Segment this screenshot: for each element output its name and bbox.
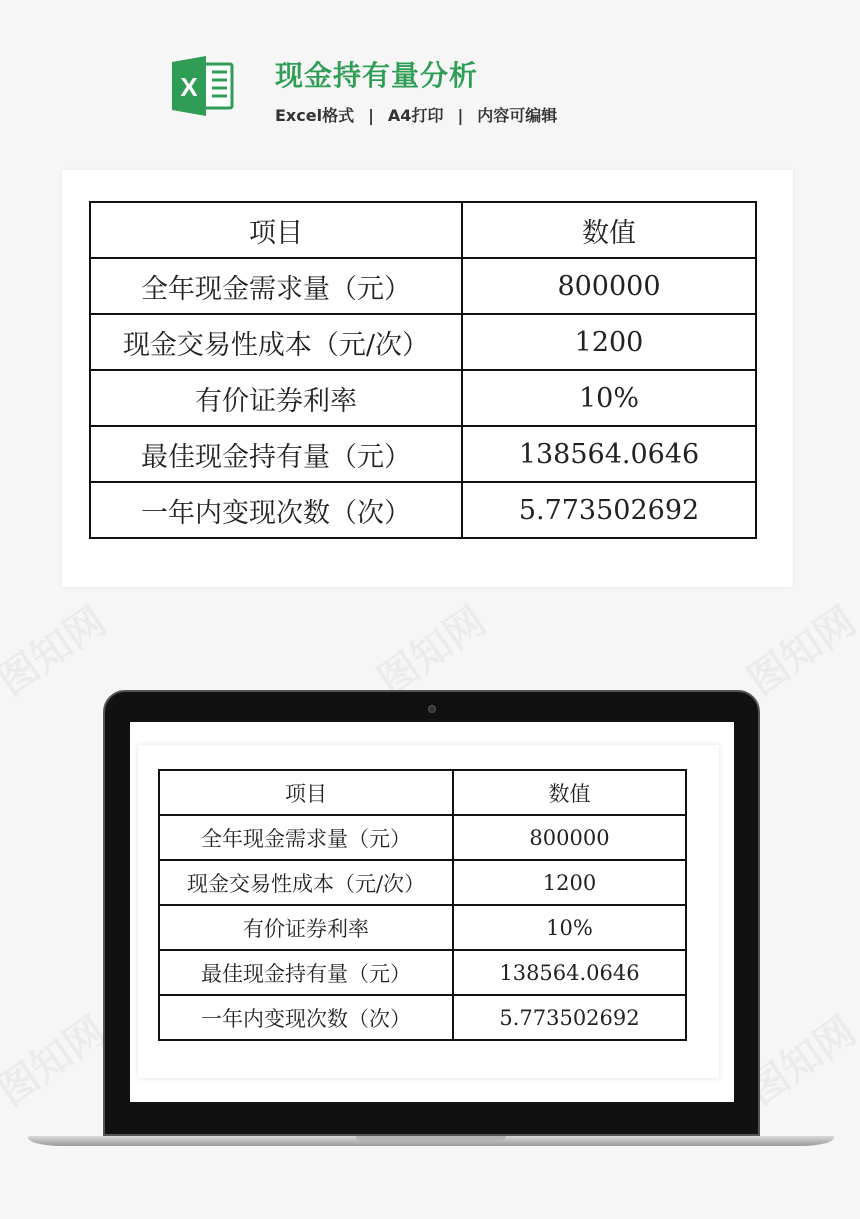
table-row: [159, 905, 686, 950]
header-cell-value: 数值: [453, 770, 686, 815]
table-row: [159, 950, 686, 995]
laptop-data-table: [158, 769, 687, 1041]
header-cell-value: 数值: [462, 202, 756, 258]
page-title: 现金持有量分析: [275, 59, 479, 92]
table-row: [90, 258, 756, 314]
watermark: [735, 591, 860, 707]
row-label: 一年内变现次数（次）: [159, 995, 453, 1040]
watermark: [365, 591, 496, 707]
row-label: 最佳现金持有量（元）: [159, 950, 453, 995]
watermark: [0, 1001, 115, 1117]
logo-letter: X: [180, 72, 198, 102]
header-cell-item: 项目: [90, 202, 462, 258]
table-row: [90, 426, 756, 482]
row-label: 有价证券利率: [90, 370, 462, 426]
row-label: 一年内变现次数（次）: [90, 482, 462, 538]
excel-icon: [172, 56, 234, 116]
row-value: 10%: [453, 905, 686, 950]
row-label: 最佳现金持有量（元）: [90, 426, 462, 482]
row-value: 800000: [453, 815, 686, 860]
row-label: 有价证券利率: [159, 905, 453, 950]
row-label: 全年现金需求量（元）: [90, 258, 462, 314]
row-value: 138564.0646: [453, 950, 686, 995]
row-value: 5.773502692: [462, 482, 756, 538]
table-row: [90, 482, 756, 538]
row-value: 5.773502692: [453, 995, 686, 1040]
row-value: 1200: [453, 860, 686, 905]
row-label: 全年现金需求量（元）: [159, 815, 453, 860]
row-value: 138564.0646: [462, 426, 756, 482]
table-row: [90, 370, 756, 426]
table-row: [159, 995, 686, 1040]
row-label: 现金交易性成本（元/次）: [90, 314, 462, 370]
table-header-row: [90, 202, 756, 258]
header: [0, 0, 860, 150]
data-table: [89, 201, 757, 539]
row-value: 10%: [462, 370, 756, 426]
sheet-preview-card: [62, 170, 793, 587]
subtitle-tags: [275, 103, 557, 126]
watermark: [0, 591, 115, 707]
table-row: [159, 860, 686, 905]
laptop-notch: [356, 1136, 506, 1141]
table-row: [90, 314, 756, 370]
header-cell-item: 项目: [159, 770, 453, 815]
laptop-sheet-card: [138, 745, 719, 1078]
table-header-row: [159, 770, 686, 815]
table-row: [159, 815, 686, 860]
camera-icon: [428, 705, 436, 713]
tag-editable: 内容可编辑: [477, 106, 558, 125]
tag-format: Excel格式: [275, 106, 355, 125]
row-label: 现金交易性成本（元/次）: [159, 860, 453, 905]
row-value: 1200: [462, 314, 756, 370]
tag-separator: |: [368, 106, 374, 125]
tag-print: A4打印: [387, 106, 444, 125]
row-value: 800000: [462, 258, 756, 314]
tag-separator: |: [457, 106, 464, 125]
